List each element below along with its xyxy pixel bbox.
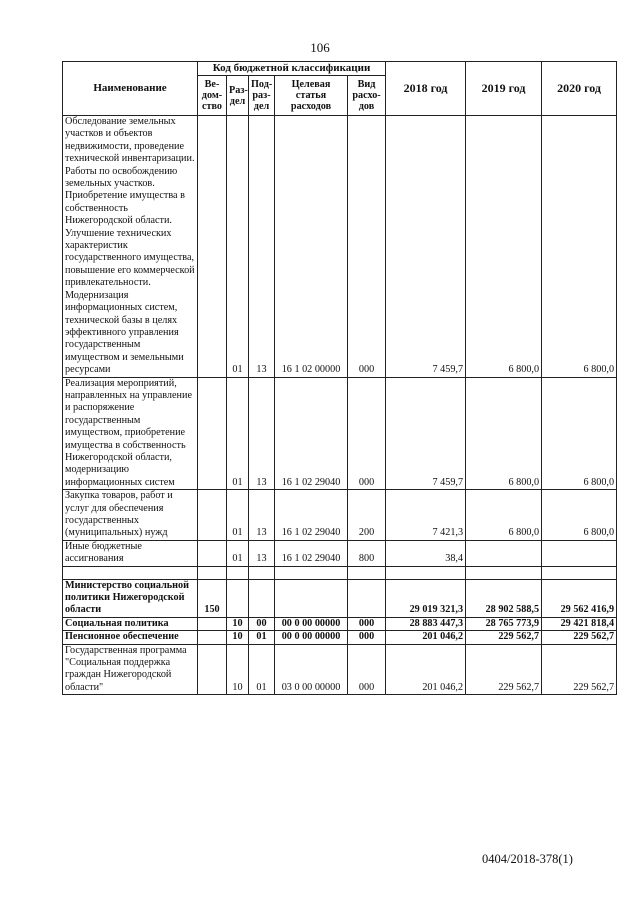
row-value-2019: 6 800,0 [466, 377, 542, 490]
document-code: 0404/2018-378(1) [482, 852, 573, 866]
row-ministry: 150 [198, 579, 227, 617]
row-value-2020: 6 800,0 [542, 116, 617, 378]
row-section [227, 579, 249, 617]
row-name: Государственная программа "Социальная поддержка граждан Нижегородской области" [63, 644, 198, 695]
row-target-article: 16 1 02 29040 [275, 377, 348, 490]
row-target-article: 16 1 02 29040 [275, 490, 348, 541]
row-subsection: 13 [249, 490, 275, 541]
row-section: 10 [227, 644, 249, 695]
row-value-2020: 29 421 818,4 [542, 617, 617, 630]
row-subsection: 13 [249, 377, 275, 490]
page-number: 106 [310, 40, 330, 55]
row-expense-type: 800 [348, 540, 386, 566]
row-section: 10 [227, 631, 249, 644]
row-value-2019: 229 562,7 [466, 631, 542, 644]
row-value-2018: 28 883 447,3 [386, 617, 466, 630]
row-expense-type [348, 579, 386, 617]
row-name: Обследование земельных участков и объектов недвижимости, проведение технической инвентаризации. Работы по освобождению земельных участков. Приобретение имущества в собственность Нижегородской области. Улучшение технических характеристик государственного имущества, повышение его коммерческой привлекательности. Модернизация информационных систем, технической базы в целях эффективного управления государственным имуществом и земельными ресурсами [63, 116, 198, 378]
table-row [63, 617, 617, 630]
row-value-2020: 229 562,7 [542, 644, 617, 695]
table-row [63, 490, 617, 541]
table-row [63, 579, 617, 617]
row-name: Министерство социальной политики Нижегородской области [63, 579, 198, 617]
row-target-article: 00 0 00 00000 [275, 631, 348, 644]
row-section: 10 [227, 617, 249, 630]
row-name: Закупка товаров, работ и услуг для обеспечения государственных (муниципальных) нужд [63, 490, 198, 541]
row-target-article: 03 0 00 00000 [275, 644, 348, 695]
row-ministry [198, 540, 227, 566]
row-value-2018: 38,4 [386, 540, 466, 566]
row-value-2019: 28 902 588,5 [466, 579, 542, 617]
row-section: 01 [227, 490, 249, 541]
row-value-2019: 6 800,0 [466, 490, 542, 541]
row-expense-type: 000 [348, 617, 386, 630]
row-value-2018: 201 046,2 [386, 631, 466, 644]
row-subsection: 01 [249, 644, 275, 695]
row-name: Иные бюджетные ассигнования [63, 540, 198, 566]
header-year-2018: 2018 год [386, 62, 466, 116]
header-name: Наименование [63, 62, 198, 116]
row-target-article: 16 1 02 29040 [275, 540, 348, 566]
header-year-2019: 2019 год [466, 62, 542, 116]
header-target-article: Целевая статья расходов [275, 76, 348, 116]
header-section: Раз- дел [227, 76, 249, 116]
row-value-2020: 6 800,0 [542, 490, 617, 541]
row-target-article: 16 1 02 00000 [275, 116, 348, 378]
row-value-2020: 229 562,7 [542, 631, 617, 644]
row-subsection: 00 [249, 617, 275, 630]
empty-row [63, 566, 617, 579]
row-value-2019: 28 765 773,9 [466, 617, 542, 630]
row-value-2018: 29 019 321,3 [386, 579, 466, 617]
row-subsection: 13 [249, 116, 275, 378]
row-value-2020: 6 800,0 [542, 377, 617, 490]
row-section: 01 [227, 116, 249, 378]
row-ministry [198, 644, 227, 695]
row-value-2020 [542, 540, 617, 566]
row-expense-type: 000 [348, 631, 386, 644]
row-value-2018: 7 459,7 [386, 116, 466, 378]
row-ministry [198, 617, 227, 630]
row-ministry [198, 377, 227, 490]
row-target-article [275, 579, 348, 617]
row-subsection: 01 [249, 631, 275, 644]
header-expense-type: Вид расхо- дов [348, 76, 386, 116]
row-ministry [198, 631, 227, 644]
table-row [63, 644, 617, 695]
row-value-2018: 7 421,3 [386, 490, 466, 541]
row-target-article: 00 0 00 00000 [275, 617, 348, 630]
row-value-2019: 229 562,7 [466, 644, 542, 695]
row-value-2018: 7 459,7 [386, 377, 466, 490]
header-year-2020: 2020 год [542, 62, 617, 116]
row-expense-type: 000 [348, 644, 386, 695]
row-value-2020: 29 562 416,9 [542, 579, 617, 617]
row-expense-type: 200 [348, 490, 386, 541]
table-row [63, 631, 617, 644]
table-row [63, 116, 617, 378]
row-value-2018: 201 046,2 [386, 644, 466, 695]
header-subsection: Под- раз- дел [249, 76, 275, 116]
budget-table [62, 61, 617, 695]
row-expense-type: 000 [348, 116, 386, 378]
row-expense-type: 000 [348, 377, 386, 490]
row-ministry [198, 490, 227, 541]
row-section: 01 [227, 377, 249, 490]
row-name: Социальная политика [63, 617, 198, 630]
header-classification: Код бюджетной классификации [198, 62, 386, 76]
table-row [63, 540, 617, 566]
row-name: Пенсионное обеспечение [63, 631, 198, 644]
row-value-2019: 6 800,0 [466, 116, 542, 378]
row-ministry [198, 116, 227, 378]
row-subsection: 13 [249, 540, 275, 566]
row-name: Реализация мероприятий, направленных на управление и распоряжение государственным имуществом, приобретение имущества в собственность Нижегородской области, модернизацию информационных систем [63, 377, 198, 490]
header-ministry-code: Ве- дом- ство [198, 76, 227, 116]
row-value-2019 [466, 540, 542, 566]
table-row [63, 377, 617, 490]
row-subsection [249, 579, 275, 617]
row-section: 01 [227, 540, 249, 566]
